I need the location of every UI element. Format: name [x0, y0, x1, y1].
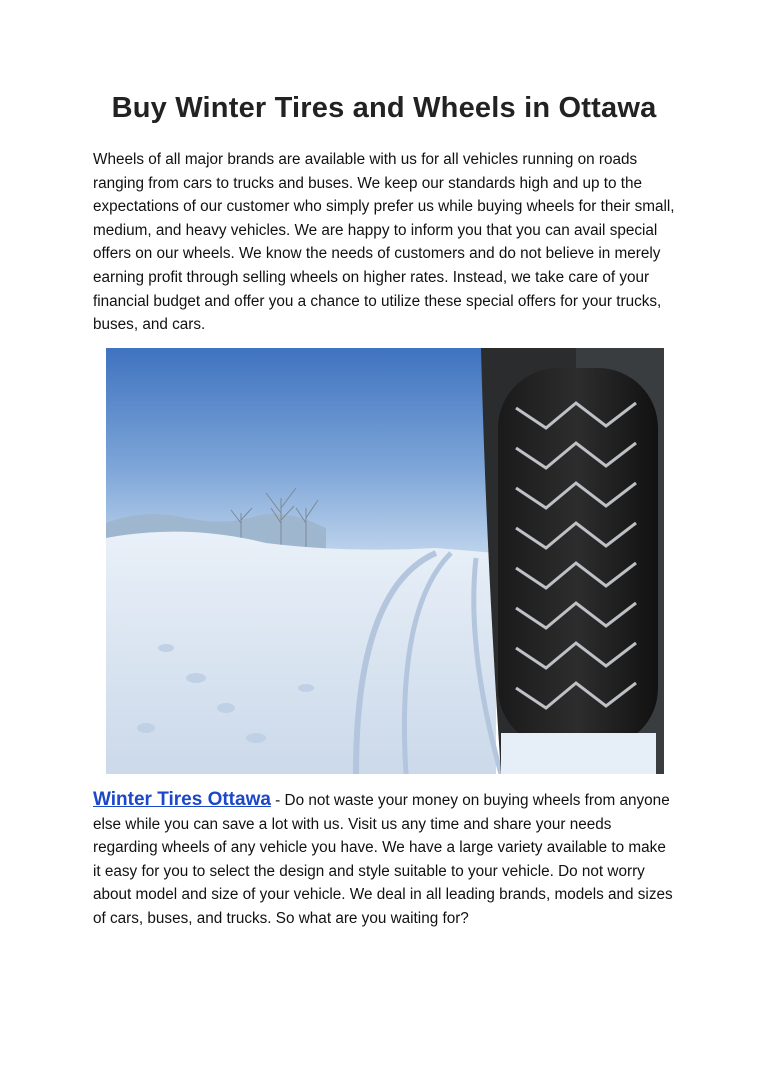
offer-paragraph [93, 788, 675, 931]
winter-tires-ottawa-link[interactable]: Winter Tires Ottawa [93, 789, 271, 810]
page-title: Buy Winter Tires and Wheels in Ottawa [111, 92, 657, 124]
winter-tire-photo [106, 348, 664, 774]
offer-paragraph-text: - Do not waste your money on buying wheels from anyone else while you can save a lot with us. Visit us any time and share your needs regarding wheels of any vehicle you have. We have a large variety available to make it easy for you to select the design and style suitable to your vehicle. Do not worry about model and size of your vehicle. We deal in all leading brands, models and sizes of cars, buses, and trucks. So what are you waiting for? [93, 792, 673, 927]
intro-paragraph: Wheels of all major brands are available with us for all vehicles running on roads ranging from cars to trucks and buses. We keep our standards high and up to the expectations of our customer who simply prefer us while buying wheels for their small, medium, and heavy vehicles. We are happy to inform you that you can avail special offers on our wheels. We know the needs of customers and do not believe in merely earning profit through selling wheels on higher rates. Instead, we take care of your financial budget and offer you a chance to utilize these special offers for your trucks, buses, and cars. [93, 151, 675, 334]
